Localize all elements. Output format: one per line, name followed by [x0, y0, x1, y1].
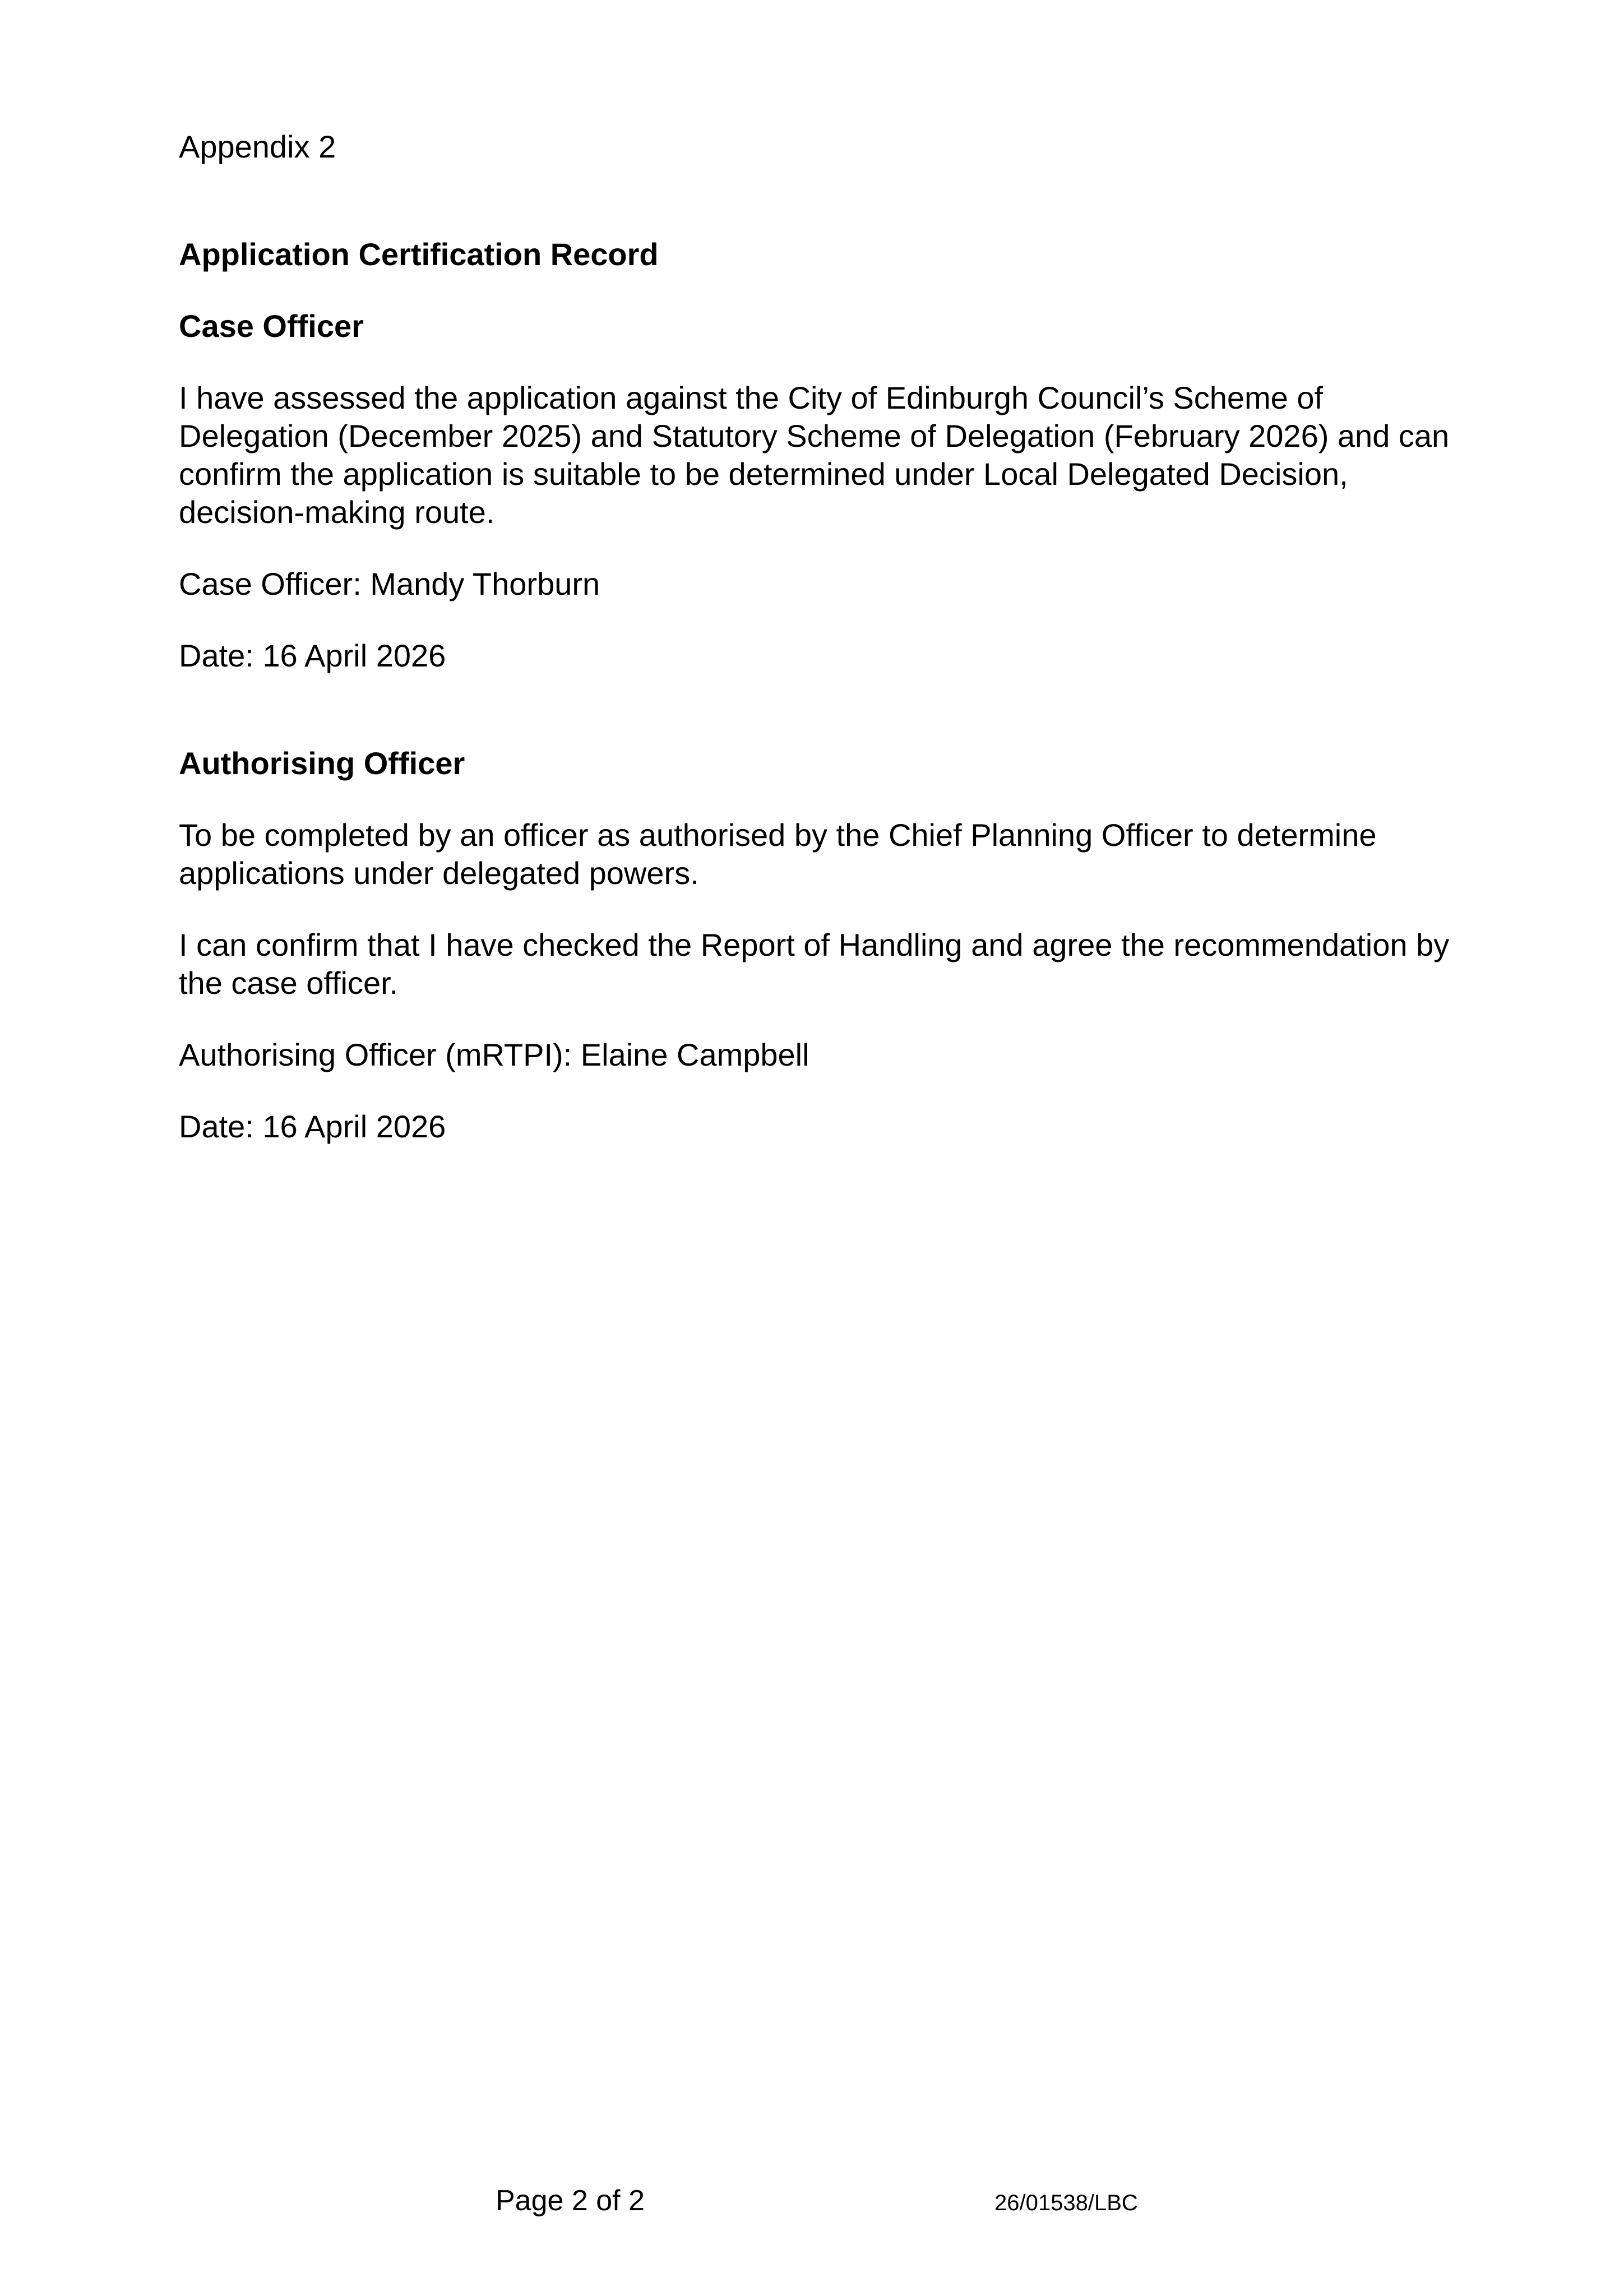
- case-officer-date: Date: 16 April 2026: [179, 638, 446, 673]
- authorising-officer-date: Date: 16 April 2026: [179, 1109, 446, 1144]
- document-title: Application Certification Record: [179, 237, 659, 272]
- appendix-label: Appendix 2: [179, 129, 336, 164]
- authorising-officer-name: Authorising Officer (mRTPI): Elaine Campbell: [179, 1037, 809, 1072]
- case-officer-heading: Case Officer: [179, 308, 364, 344]
- case-officer-statement: I have assessed the application against the City of Edinburgh Council’s Scheme of Delegation (December 2025) and Statutory Scheme of Delegation (February 2026) and can confirm the application is suitable to be determined under Local Delegated Decision, decision-making route.: [179, 380, 1450, 530]
- footer-reference: 26/01538/LBC: [994, 2191, 1138, 2215]
- case-officer-name: Case Officer: Mandy Thorburn: [179, 566, 600, 601]
- document-body: [179, 128, 1468, 1146]
- authorising-officer-confirmation: I can confirm that I have checked the Report of Handling and agree the recommendation by the case officer.: [179, 927, 1450, 1001]
- footer-page-number: Page 2 of 2: [496, 2184, 645, 2217]
- authorising-officer-heading: Authorising Officer: [179, 746, 465, 781]
- authorising-officer-instruction: To be completed by an officer as authorised by the Chief Planning Officer to determine applications under delegated powers.: [179, 817, 1377, 891]
